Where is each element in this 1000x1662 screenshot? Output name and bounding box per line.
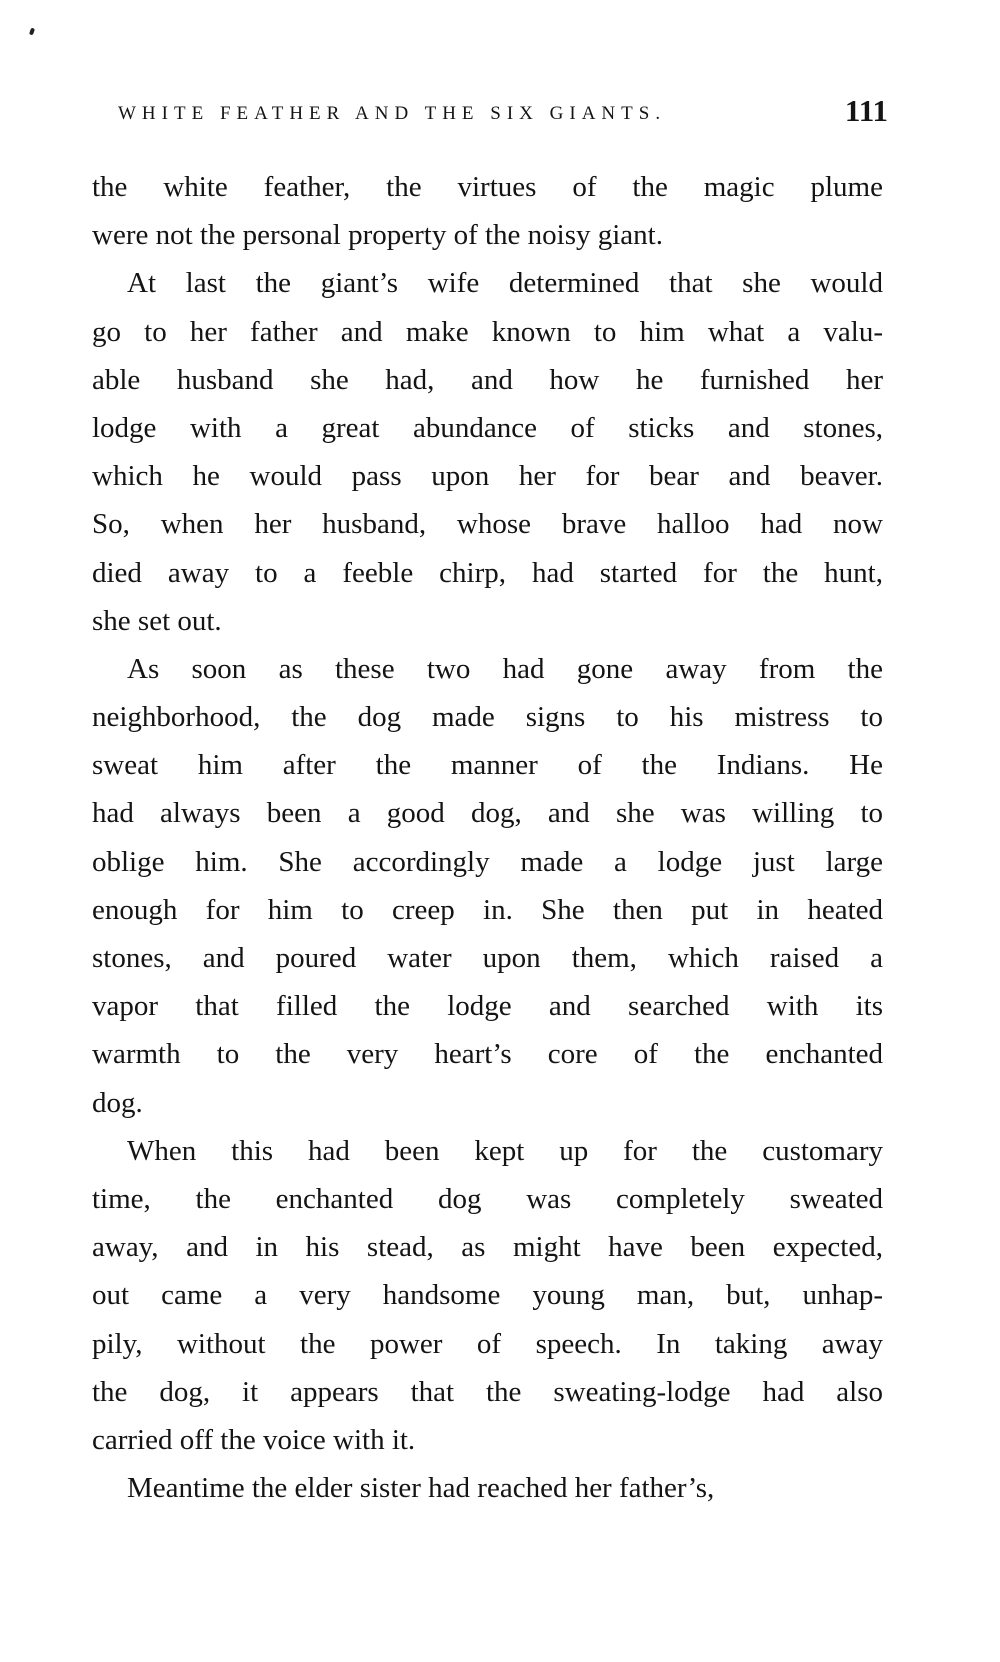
- page-number: 111: [844, 93, 888, 128]
- text-line: Meantime the elder sister had reached her father’s,: [127, 1472, 715, 1505]
- text-line: had always been a good dog, and she was willing to: [92, 797, 883, 830]
- text-line: carried off the voice with it.: [92, 1423, 416, 1456]
- text-line: neighborhood, the dog made signs to his mistress to: [92, 701, 883, 734]
- paragraph: [92, 645, 883, 1127]
- text-line: oblige him. She accordingly made a lodge just large: [92, 845, 883, 878]
- paragraph: [92, 1127, 883, 1464]
- paragraph: [92, 1464, 883, 1512]
- text-line: able husband she had, and how he furnished her: [92, 363, 883, 396]
- text-line: she set out.: [92, 604, 222, 637]
- body-text: [92, 163, 883, 1512]
- text-line: which he would pass upon her for bear and beaver.: [92, 460, 883, 493]
- text-line: were not the personal property of the noisy giant.: [92, 219, 663, 252]
- text-line: stones, and poured water upon them, which raised a: [92, 942, 883, 974]
- running-head: [118, 93, 888, 137]
- text-line: warmth to the very heart’s core of the enchanted: [92, 1038, 883, 1071]
- text-line: At last the giant’s wife determined that she would: [127, 267, 883, 300]
- text-line: dog.: [92, 1086, 143, 1119]
- paragraph: [92, 163, 883, 259]
- text-line: away, and in his stead, as might have been expected,: [92, 1231, 883, 1264]
- text-line: lodge with a great abundance of sticks and stones,: [92, 411, 883, 444]
- text-line: sweat him after the manner of the Indians. He: [92, 749, 883, 782]
- text-line: enough for him to creep in. She then put in heated: [92, 893, 883, 926]
- text-line: As soon as these two had gone away from the: [127, 652, 883, 685]
- text-line: So, when her husband, whose brave halloo had now: [92, 508, 883, 541]
- text-line: time, the enchanted dog was completely sweated: [92, 1182, 883, 1215]
- text-line: vapor that filled the lodge and searched with its: [92, 990, 883, 1023]
- running-title: WHITE FEATHER AND THE SIX GIANTS.: [118, 103, 667, 124]
- paragraph: [92, 259, 883, 645]
- text-line: out came a very handsome young man, but, unhap-: [92, 1279, 883, 1312]
- text-line: the white feather, the virtues of the magic plume: [92, 171, 883, 203]
- text-line: When this had been kept up for the customary: [127, 1134, 883, 1167]
- text-line: died away to a feeble chirp, had started for the hunt,: [92, 556, 883, 589]
- text-line: go to her father and make known to him what a valu-: [92, 315, 883, 348]
- text-line: pily, without the power of speech. In taking away: [92, 1327, 883, 1360]
- text-line: the dog, it appears that the sweating-lodge had also: [92, 1375, 883, 1408]
- ink-speck: [29, 28, 35, 36]
